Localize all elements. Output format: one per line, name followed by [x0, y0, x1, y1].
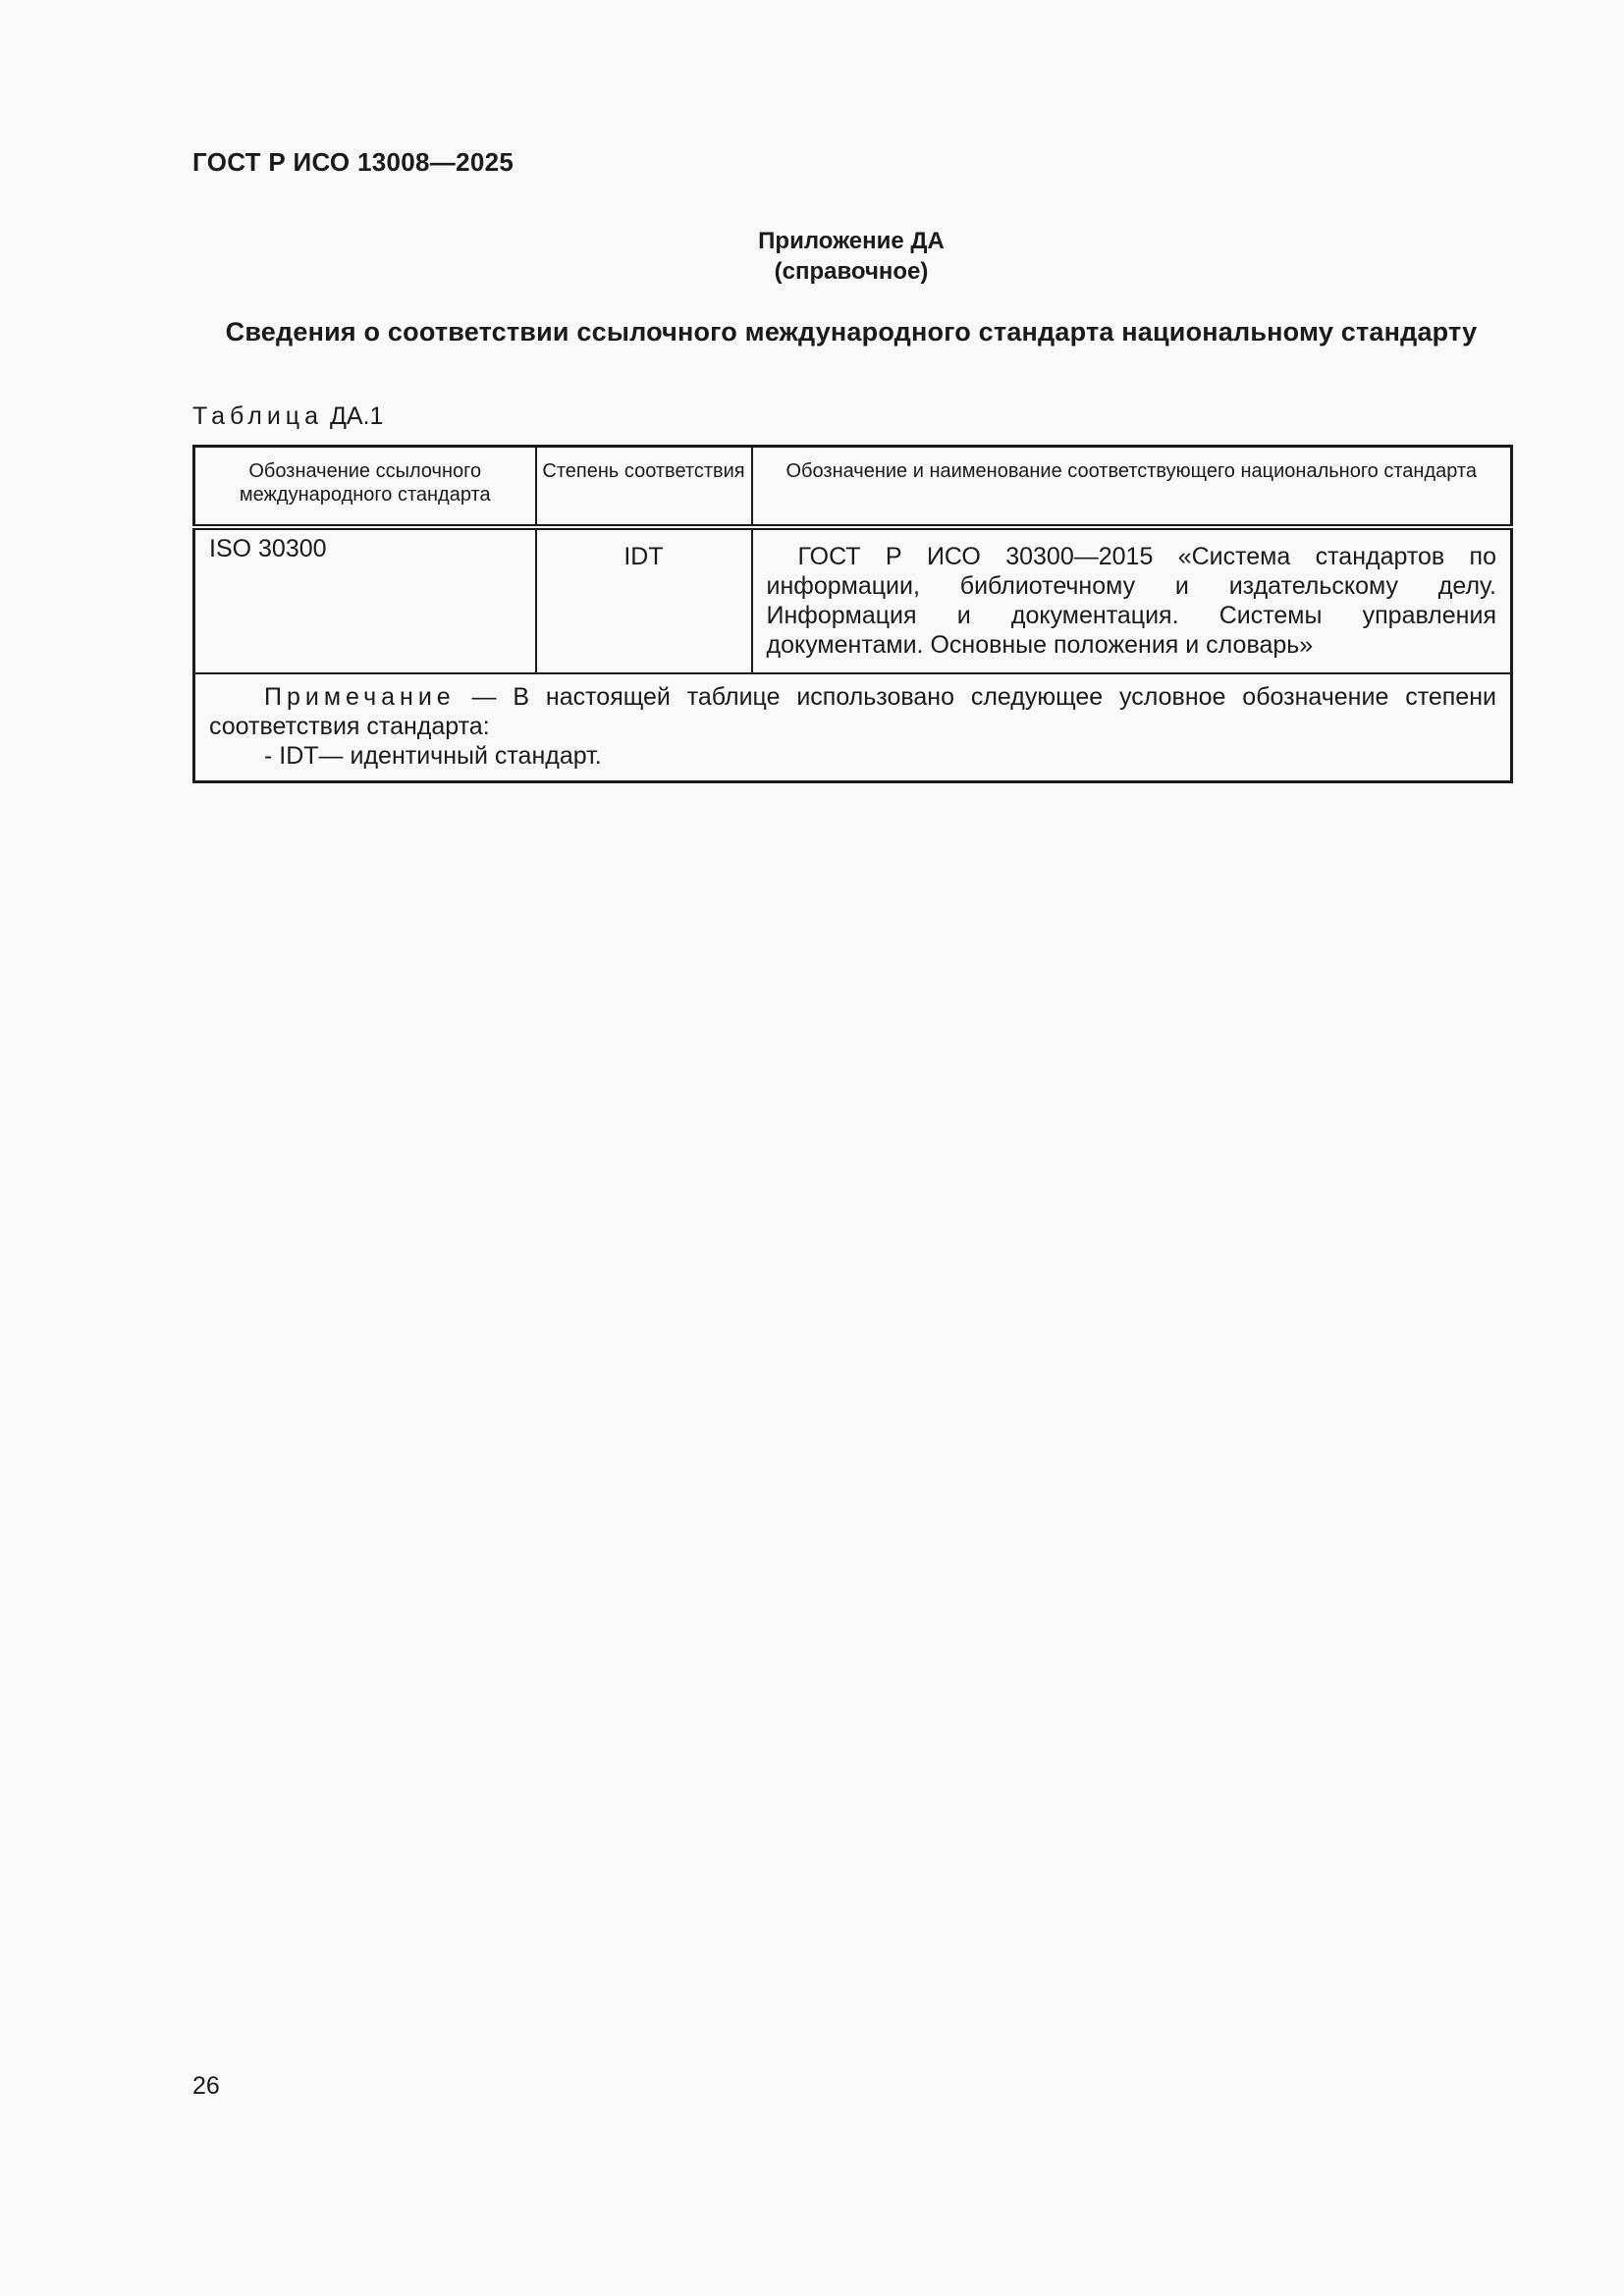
- table-caption-label: Таблица: [192, 402, 324, 430]
- note-body: — В настоящей таблице использовано следующее условное обозначение степени соответствия стандарта:: [209, 683, 1496, 740]
- table-note: [194, 673, 1512, 782]
- cell-degree: IDT: [536, 527, 752, 673]
- document-code: ГОСТ Р ИСО 13008—2025: [192, 147, 514, 177]
- cell-reference-standard: ISO 30300: [194, 527, 536, 673]
- table-caption-number: ДА.1: [329, 402, 384, 430]
- section-title: Сведения о соответствии ссылочного международного стандарта национальному стандарту: [225, 317, 1478, 347]
- table-note-row: [194, 673, 1512, 782]
- table-caption: [192, 402, 383, 431]
- page-number: 26: [192, 2072, 220, 2100]
- table-row: [194, 527, 1512, 673]
- column-header-national: Обозначение и наименование соответствующего национального стандарта: [752, 447, 1512, 528]
- table-header-row: [194, 447, 1512, 528]
- column-header-degree: Степень соответствия: [536, 447, 752, 528]
- appendix-status: (справочное): [774, 258, 929, 285]
- column-header-reference: Обозначение ссылочного международного стандарта: [194, 447, 536, 528]
- appendix-title: Приложение ДА: [758, 228, 945, 254]
- standards-table: [192, 445, 1513, 783]
- cell-national-standard: ГОСТ Р ИСО 30300—2015 «Система стандартов по информации, библиотечному и издательскому делу. Информация и документация. Системы управления документами. Основные положения и словарь»: [752, 527, 1512, 673]
- note-label: Примечание: [264, 683, 456, 711]
- note-item: - IDT— идентичный стандарт.: [264, 742, 602, 770]
- note-text: [209, 682, 1496, 741]
- appendix-heading: [192, 226, 1510, 287]
